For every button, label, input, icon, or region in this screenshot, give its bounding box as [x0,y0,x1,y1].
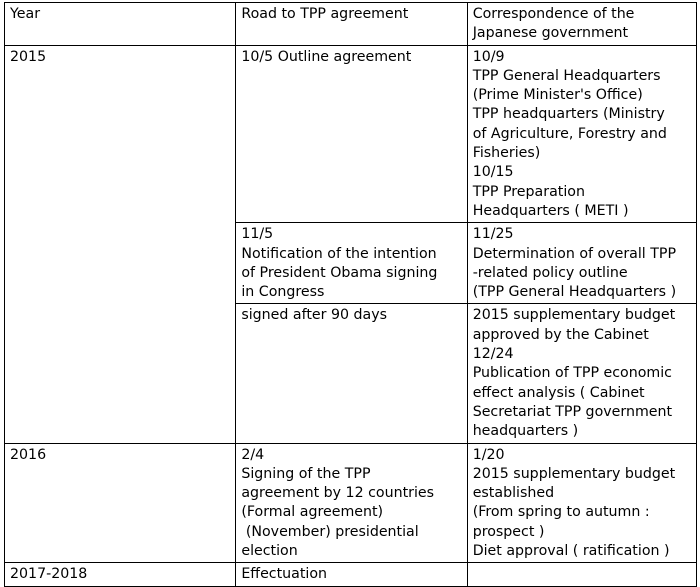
correspondence-line: effect analysis ( Cabinet [472,384,645,401]
header-road [236,3,467,46]
header-row [5,3,697,46]
correspondence-line: -related policy outline [472,264,628,281]
correspondence-line: Determination of overall TPP [472,245,677,262]
road-cell [236,443,467,563]
correspondence-line: 12/24 [472,346,514,363]
correspondence-line: 2015 supplementary budget [472,465,676,482]
road-line: Signing of the TPP [241,465,371,482]
road-line: 10/5 Outline agreement [241,48,412,65]
correspondence-line: approved by the Cabinet [472,326,649,343]
correspondence-line: (TPP General Headquarters ) [472,284,677,301]
road-line: Notification of the intention [241,245,437,262]
correspondence-cell [467,45,696,223]
road-line: election [241,543,298,560]
correspondence-line: TPP Preparation [472,183,585,200]
road-line: 11/5 [241,226,274,243]
road-line: of President Obama signing [241,264,438,281]
correspondence-line: prospect ) [472,523,545,540]
tpp-timeline-table [4,2,697,587]
road-line: agreement by 12 countries [241,485,435,502]
year-cell [5,563,236,586]
year-text: 2016 [10,446,47,463]
table-row [5,563,697,586]
correspondence-cell [467,563,696,586]
road-line: 2/4 [241,446,265,463]
correspondence-cell [467,443,696,563]
year-cell [5,443,236,563]
road-line: Effectuation [241,566,328,583]
road-cell [236,563,467,586]
correspondence-line: TPP General Headquarters [472,67,661,84]
header-correspondence-line: Japanese government [472,25,629,42]
correspondence-line: Secretariat TPP government [472,403,673,420]
correspondence-line: 10/15 [472,164,514,181]
correspondence-cell [467,304,696,443]
header-correspondence [467,3,696,46]
correspondence-line: 1/20 [472,446,505,463]
correspondence-line: (From spring to autumn : [472,504,650,521]
correspondence-line: 11/25 [472,226,514,243]
correspondence-line: 2015 supplementary budget [472,307,676,324]
year-text: 2017-2018 [10,566,88,583]
table-row [5,45,697,223]
road-cell [236,223,467,304]
year-cell [5,45,236,443]
road-line: (Formal agreement) [241,504,384,521]
road-line: (November) presidential [241,523,419,540]
header-road-text: Road to TPP agreement [241,6,409,22]
header-correspondence-line: Correspondence of the [472,6,635,22]
road-line: in Congress [241,284,325,301]
correspondence-line: of Agriculture, Forestry and [472,125,667,142]
correspondence-cell [467,223,696,304]
year-text: 2015 [10,48,47,65]
table-row [5,443,697,563]
correspondence-line: established [472,485,555,502]
correspondence-line: Publication of TPP economic [472,365,672,382]
road-cell [236,45,467,223]
correspondence-line: 10/9 [472,48,505,65]
correspondence-line: Headquarters ( METI ) [472,202,629,219]
header-year-text: Year [10,6,41,22]
correspondence-line: Fisheries) [472,145,541,162]
road-line: signed after 90 days [241,307,388,324]
road-cell [236,304,467,443]
header-year [5,3,236,46]
correspondence-line: headquarters ) [472,423,579,440]
correspondence-line: (Prime Minister's Office) [472,87,643,104]
correspondence-line: TPP headquarters (Ministry [472,106,665,123]
correspondence-line: Diet approval ( ratification ) [472,543,670,560]
